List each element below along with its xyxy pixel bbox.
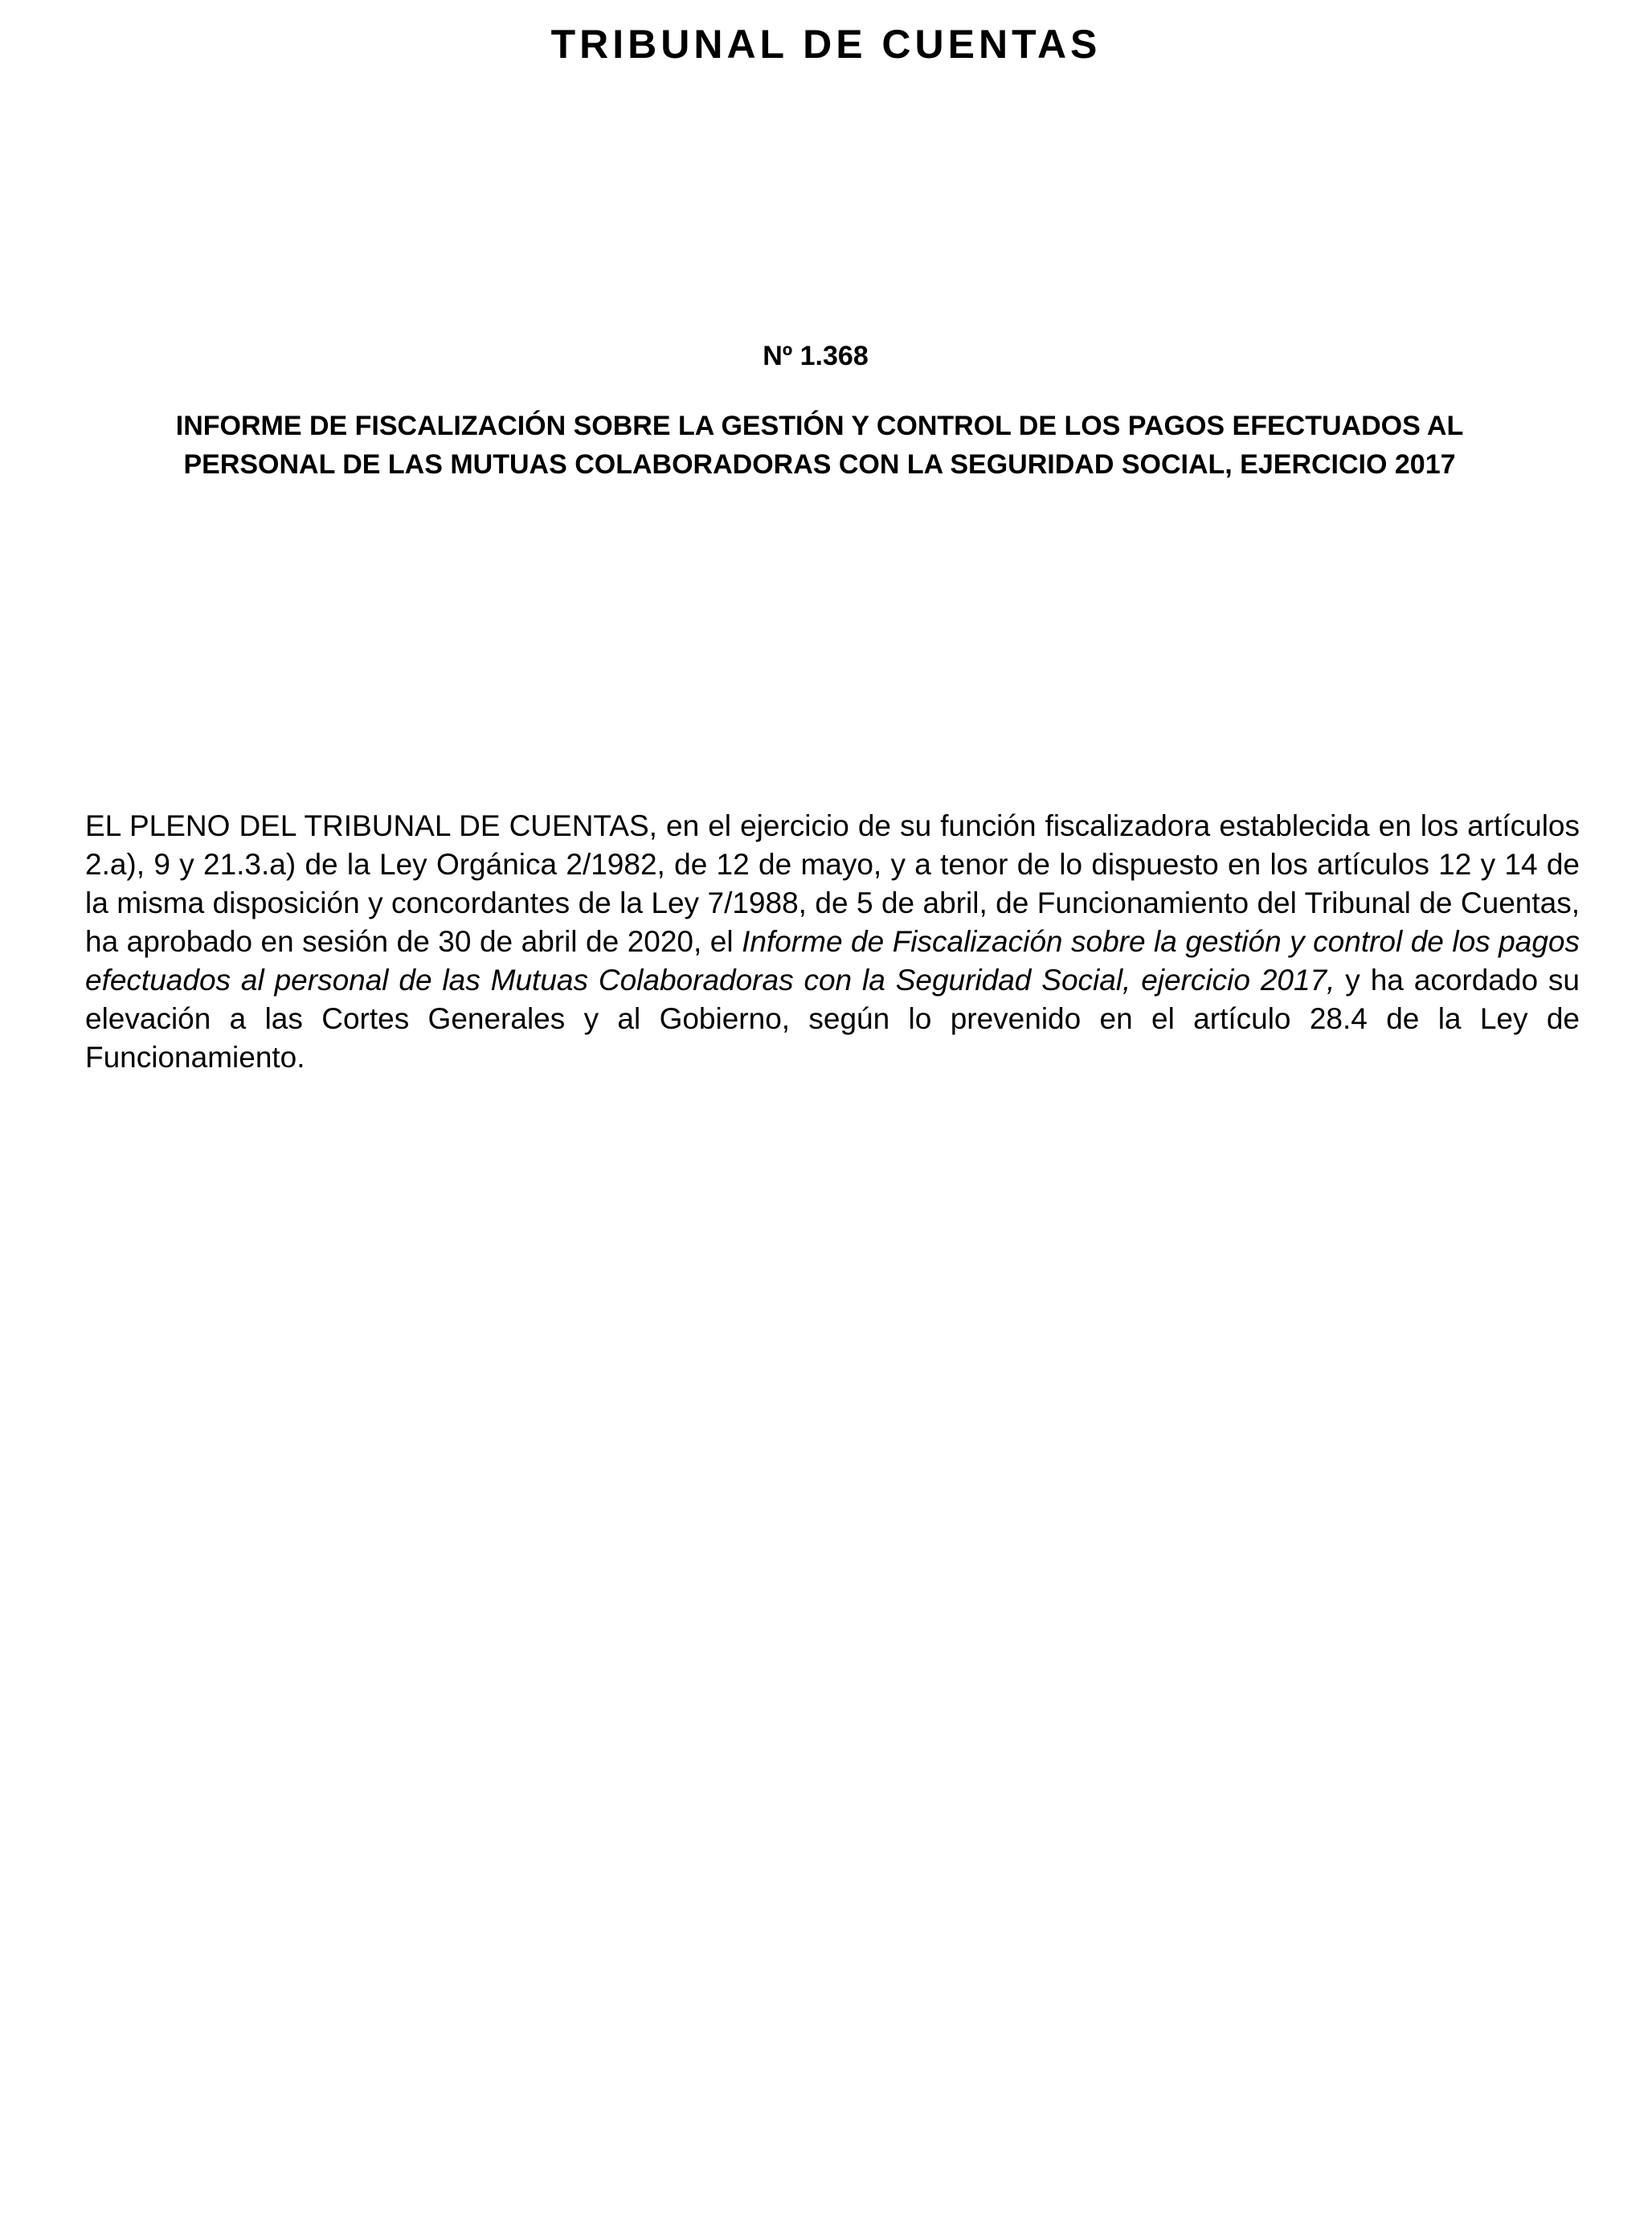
report-title [80, 407, 1559, 484]
report-title-line-2: PERSONAL DE LAS MUTUAS COLABORADORAS CON LA SEGURIDAD SOCIAL, EJERCICIO 2017 [183, 449, 1456, 480]
paragraph-text-start: EL PLENO DEL TRIBUNAL DE CUENTAS, en el ejercicio de su función fiscalizadora establecida en los artículos 2.a), 9 y 21.3.a) de la Ley Orgánica 2/1982, de 12 de mayo, y a tenor de lo dispuesto en los artículos 12 y 14 de la misma disposición y concordantes de la Ley 7/1988, de 5 de abril, de Funcionamiento del Tribunal de Cuentas, ha aprobado en sesión de 30 de abril de 2020, el [85, 809, 1580, 958]
approval-paragraph [85, 807, 1580, 1077]
report-number: Nº 1.368 [763, 341, 869, 371]
paragraph-text-end: y ha acordado su elevación a las Cortes Generales y al Gobierno, según lo prevenido en el artículo 28.4 de la Ley de Funcionamiento. [85, 964, 1580, 1074]
report-title-line-1: INFORME DE FISCALIZACIÓN SOBRE LA GESTIÓN Y CONTROL DE LOS PAGOS EFECTUADOS AL [175, 411, 1464, 441]
report-name-italic: Informe de Fiscalización sobre la gestión y control de los pagos efectuados al personal de las Mutuas Colaboradoras con la Seguridad Social, ejercicio 2017, [85, 925, 1580, 997]
page-header-title: TRIBUNAL DE CUENTAS [550, 22, 1102, 67]
